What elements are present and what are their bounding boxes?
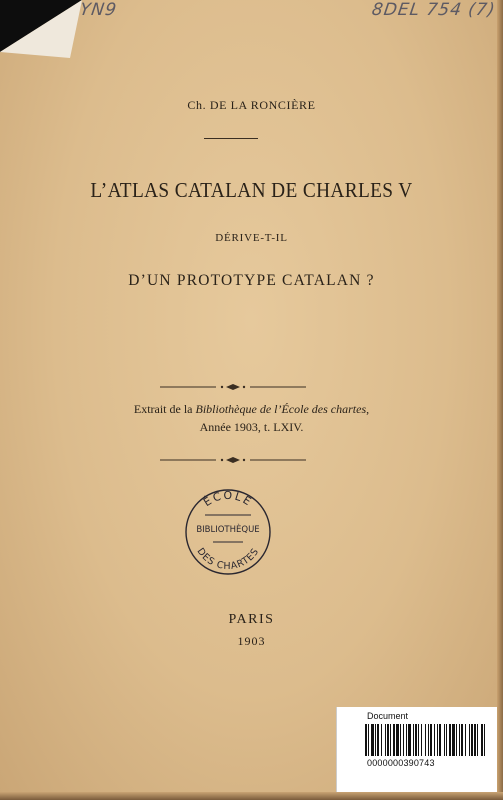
stamp-top-text: ÉCOLE [201, 488, 255, 510]
barcode-bar [396, 724, 399, 756]
document-title: L’ATLAS CATALAN DE CHARLES V [90, 178, 413, 202]
barcode-bar [456, 724, 457, 756]
barcode-bar [477, 724, 478, 756]
journal-name: Bibliothèque de l’École des chartes [195, 402, 367, 416]
barcode-bar [481, 724, 483, 756]
extract-prefix: Extrait de la [133, 402, 196, 416]
stamp-middle-text: BIBLIOTHÈQUE [196, 525, 260, 535]
stamp-bottom-text: DES CHARTES [194, 546, 262, 573]
barcode-bar [461, 724, 463, 756]
barcode-bar [365, 724, 367, 756]
barcode-bar [430, 724, 432, 756]
barcode-bar [368, 724, 369, 756]
extract-suffix: , [366, 402, 370, 416]
barcode-bar [400, 724, 401, 756]
barcode-bar [469, 724, 470, 756]
barcode-number: 0000000390743 [367, 758, 435, 768]
barcode-bar [393, 724, 395, 756]
barcode-bar [437, 724, 438, 756]
barcode-bar [381, 724, 382, 756]
barcode-bar [377, 724, 379, 756]
barcode-bar [408, 724, 411, 756]
pencil-annotation-right: 8DEL 754 (7) [370, 0, 497, 20]
barcode-bar [403, 724, 404, 756]
folded-corner [0, 0, 90, 65]
subtitle-line-2: D’UN PROTOTYPE CATALAN ? [128, 272, 375, 289]
barcode [365, 724, 487, 756]
author-name: Ch. DE LA RONCIÈRE [187, 98, 316, 112]
volume-year-line: Année 1903, t. LXIV. [199, 420, 304, 434]
svg-text:ÉCOLE [201, 489, 255, 509]
publication-year: 1903 [237, 634, 266, 648]
barcode-bar [385, 724, 386, 756]
barcode-bar [439, 724, 441, 756]
subtitle-line-1: DÉRIVE-T-IL [215, 232, 288, 244]
barcode-bar [452, 724, 455, 756]
barcode-bar [387, 724, 389, 756]
barcode-bar [484, 724, 485, 756]
barcode-bar [428, 724, 429, 756]
pencil-annotation-left: YN9 [78, 0, 119, 20]
barcode-bar [415, 724, 417, 756]
barcode-bar [413, 724, 414, 756]
barcode-bar [425, 724, 426, 756]
label-title: Document [367, 711, 409, 721]
barcode-bar [371, 724, 374, 756]
document-barcode-label [336, 707, 502, 792]
ornament-rule-top [160, 383, 306, 391]
barcode-bar [421, 724, 422, 756]
barcode-bar [444, 724, 445, 756]
publication-place: PARIS [228, 612, 275, 627]
barcode-bar [471, 724, 473, 756]
barcode-bar [459, 724, 460, 756]
page-edge-bottom [0, 792, 503, 800]
barcode-bar [446, 724, 447, 756]
library-stamp [183, 487, 273, 577]
page-edge-right [497, 0, 503, 800]
author-rule [204, 138, 258, 139]
barcode-bar [449, 724, 451, 756]
barcode-bar [418, 724, 419, 756]
barcode-bar [390, 724, 391, 756]
barcode-bar [474, 724, 476, 756]
ornament-rule-bottom [160, 456, 306, 464]
barcode-bar [375, 724, 376, 756]
svg-text:DES CHARTES [195, 546, 262, 572]
barcode-bar [434, 724, 435, 756]
extract-line [0, 402, 503, 417]
barcode-bar [406, 724, 407, 756]
barcode-bar [465, 724, 466, 756]
